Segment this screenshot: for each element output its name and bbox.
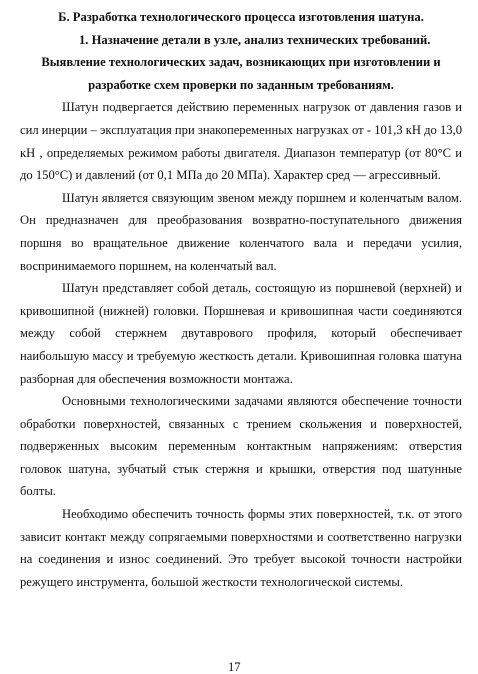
paragraph-loads: Шатун подвергается действию переменных нагрузок от давления газов и сил инерции – эксплуатация при знакопеременных нагрузках от - 101,3 кН до 13,0 кН , определяемых режимом работы двигателя. Диапазон температур (от 80°С и до 150°С) и давлений (от 0,1 МПа до 20 МПа). Характер сред — агрессивный. bbox=[20, 100, 462, 183]
paragraph-accuracy: Необходимо обеспечить точность формы этих поверхностей, т.к. от этого зависит контакт между сопрягаемыми поверхностями и соответственно нагрузки на соединения и износ соединений. Это требует высокой точности настройки режущего инструмента, большой жесткости технологической системы. bbox=[20, 507, 462, 589]
paragraph-tasks: Основными технологическими задачами являются обеспечение точности обработки поверхностей, связанных с трением скольжения и поверхностей, подверженных высоким переменным контактным напряжениям: отверстия головок шатуна, зубчатый стык стержня и крышки, отверстия под шатунные болты. bbox=[20, 394, 462, 499]
paragraph-purpose: Шатун является связующим звеном между поршнем и коленчатым валом. Он предназначен для преобразования возвратно-поступательного движения поршня во вращательное движение коленчатого вала и передачи усилия, воспринимаемого поршнем, на коленчатый вал. bbox=[20, 190, 462, 273]
page-number: 17 bbox=[228, 660, 241, 674]
document-page bbox=[20, 6, 462, 593]
subsection-title-line-1: 1. Назначение детали в узле, анализ технических требований. bbox=[79, 32, 431, 47]
section-title: Б. Разработка технологического процесса изготовления шатуна. bbox=[58, 10, 424, 24]
subsection-title-line-2: Выявление технологических задач, возникающих при изготовлении и bbox=[41, 55, 441, 70]
subsection-title-line-3: разработке схем проверки по заданным требованиям. bbox=[88, 77, 394, 92]
paragraph-structure: Шатун представляет собой деталь, состоящую из поршневой (верхней) и кривошипной (нижней) головки. Поршневая и кривошипная части соединяются между собой стержнем двутаврового профиля, который обеспечивает наибольшую массу и требуемую жесткость детали. Кривошипная головка шатуна разборная для обеспечения возможности монтажа. bbox=[20, 281, 462, 386]
